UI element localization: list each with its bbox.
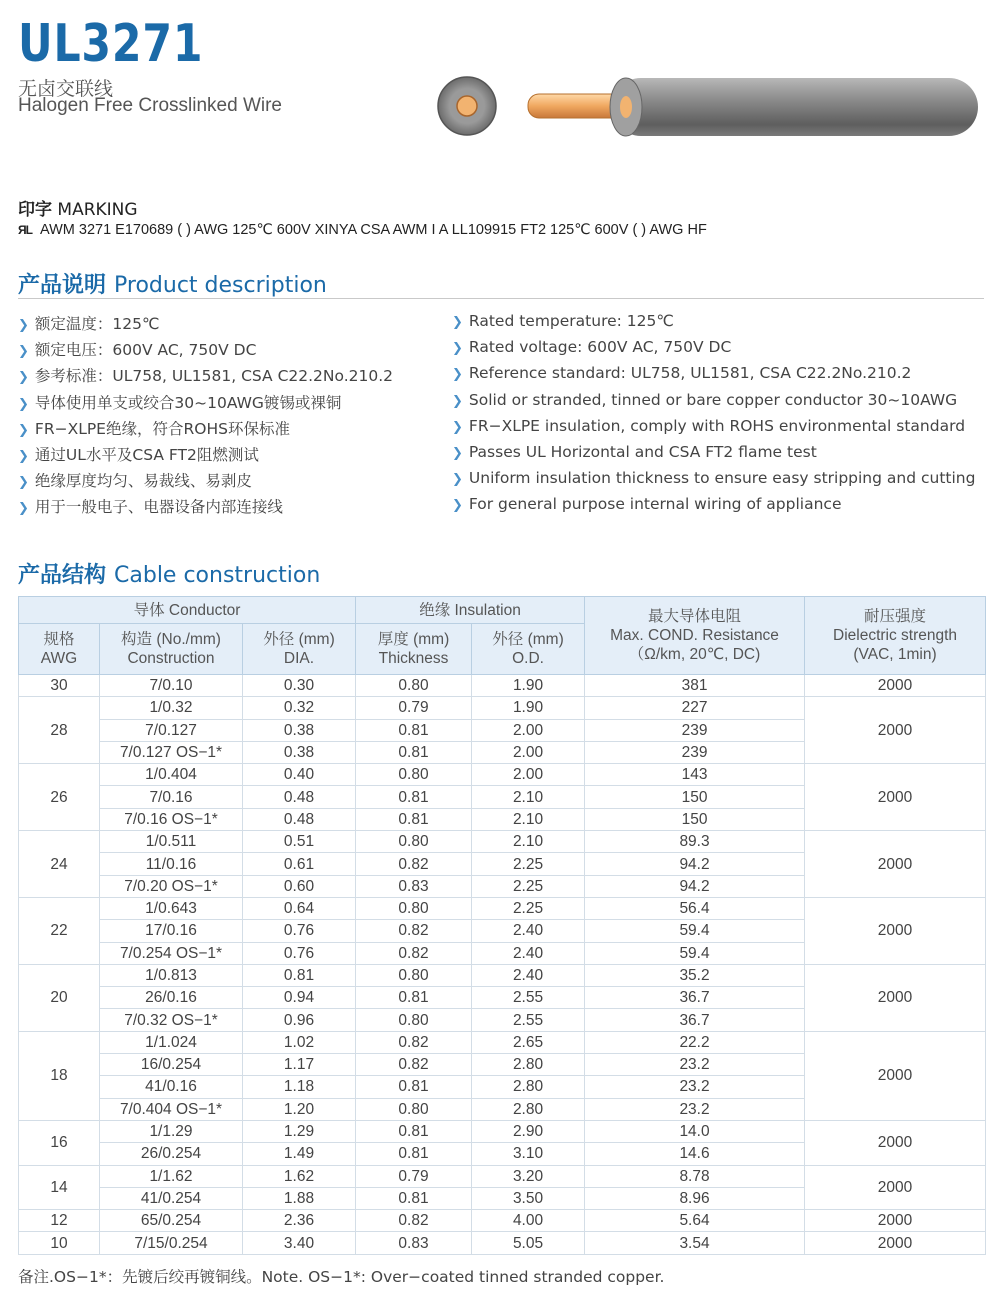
cell-od: 2.40	[472, 920, 585, 942]
cell-construction: 16/0.254	[100, 1054, 243, 1076]
cell-dielectric: 2000	[805, 697, 986, 764]
description-text: 通过UL水平及CSA FT2阻燃测试	[34, 445, 259, 464]
cell-thickness: 0.80	[356, 1009, 472, 1031]
cell-dielectric: 2000	[805, 1210, 986, 1232]
cell-od: 2.10	[472, 808, 585, 830]
cell-dia: 1.88	[243, 1187, 356, 1209]
table-row	[19, 1232, 986, 1254]
cell-thickness: 0.82	[356, 1031, 472, 1053]
cell-thickness: 0.81	[356, 719, 472, 741]
cell-dia: 0.51	[243, 831, 356, 853]
cell-dia: 2.36	[243, 1210, 356, 1232]
cell-thickness: 0.80	[356, 675, 472, 697]
cell-awg: 14	[19, 1165, 100, 1210]
cable-construction-heading	[18, 558, 320, 589]
cell-thickness: 0.82	[356, 920, 472, 942]
cell-construction: 17/0.16	[100, 920, 243, 942]
description-text: For general purpose internal wiring of appliance	[468, 495, 842, 514]
cell-od: 2.25	[472, 875, 585, 897]
cell-construction: 7/0.254 OS−1*	[100, 942, 243, 964]
cell-resistance: 59.4	[585, 942, 805, 964]
header-thickness: 厚度 (mm) Thickness	[356, 624, 472, 675]
cell-dia: 1.17	[243, 1054, 356, 1076]
table-row	[19, 964, 986, 986]
chevron-right-icon: ❯	[452, 315, 463, 330]
cell-thickness: 0.81	[356, 1143, 472, 1165]
cell-od: 3.20	[472, 1165, 585, 1187]
cell-resistance: 23.2	[585, 1076, 805, 1098]
cell-dia: 1.49	[243, 1143, 356, 1165]
cell-thickness: 0.82	[356, 1210, 472, 1232]
cell-thickness: 0.81	[356, 786, 472, 808]
table-row	[19, 1120, 986, 1142]
cell-awg: 10	[19, 1232, 100, 1254]
cell-od: 2.55	[472, 987, 585, 1009]
cell-resistance: 5.64	[585, 1210, 805, 1232]
table-row	[19, 697, 986, 719]
product-description-heading	[18, 268, 327, 299]
cell-thickness: 0.83	[356, 1232, 472, 1254]
cell-thickness: 0.81	[356, 1076, 472, 1098]
cell-od: 2.40	[472, 942, 585, 964]
section-divider	[18, 298, 984, 299]
cell-resistance: 381	[585, 675, 805, 697]
cell-dia: 0.76	[243, 942, 356, 964]
cell-thickness: 0.80	[356, 764, 472, 786]
cell-resistance: 3.54	[585, 1232, 805, 1254]
description-text: Solid or stranded, tinned or bare copper conductor 30~10AWG	[468, 390, 958, 409]
cell-od: 2.65	[472, 1031, 585, 1053]
description-item	[452, 495, 975, 521]
cell-resistance: 22.2	[585, 1031, 805, 1053]
description-text: 用于一般电子、电器设备内部连接线	[34, 498, 283, 517]
header-conductor: 导体 Conductor	[19, 597, 356, 624]
header-construction: 构造 (No./mm) Construction	[100, 624, 243, 675]
page-title: UL3271	[18, 14, 204, 74]
chevron-right-icon: ❯	[452, 367, 463, 383]
wire-illustration	[430, 60, 990, 150]
cell-thickness: 0.80	[356, 831, 472, 853]
description-list-cn	[18, 312, 393, 522]
cell-dia: 0.32	[243, 697, 356, 719]
cell-awg: 28	[19, 697, 100, 764]
cell-construction: 26/0.254	[100, 1143, 243, 1165]
cell-construction: 1/0.32	[100, 697, 243, 719]
chevron-right-icon: ❯	[18, 318, 29, 333]
cell-od: 2.80	[472, 1076, 585, 1098]
cell-awg: 18	[19, 1031, 100, 1120]
cell-od: 1.90	[472, 697, 585, 719]
cell-thickness: 0.82	[356, 853, 472, 875]
product-description-title-cn: 产品说明	[18, 273, 107, 298]
cell-resistance: 150	[585, 786, 805, 808]
cell-thickness: 0.82	[356, 942, 472, 964]
cell-construction: 41/0.254	[100, 1187, 243, 1209]
cell-resistance: 143	[585, 764, 805, 786]
description-item	[18, 495, 393, 521]
chevron-right-icon: ❯	[18, 448, 29, 464]
cell-thickness: 0.81	[356, 987, 472, 1009]
chevron-right-icon: ❯	[18, 501, 29, 517]
description-item	[452, 391, 975, 417]
cell-dia: 0.38	[243, 719, 356, 741]
marking-label-en: MARKING	[57, 200, 138, 220]
chevron-right-icon: ❯	[18, 344, 29, 360]
cell-dielectric: 2000	[805, 831, 986, 898]
description-text: 额定温度：125℃	[34, 315, 160, 333]
cell-construction: 1/0.511	[100, 831, 243, 853]
cell-construction: 1/1.024	[100, 1031, 243, 1053]
marking-heading	[18, 195, 138, 220]
cell-dia: 1.20	[243, 1098, 356, 1120]
cell-dielectric: 2000	[805, 964, 986, 1031]
cell-dielectric: 2000	[805, 1031, 986, 1120]
cell-construction: 65/0.254	[100, 1210, 243, 1232]
cell-dia: 0.76	[243, 920, 356, 942]
cell-thickness: 0.80	[356, 964, 472, 986]
cell-dia: 1.02	[243, 1031, 356, 1053]
cell-resistance: 59.4	[585, 920, 805, 942]
chevron-right-icon: ❯	[452, 341, 463, 357]
cell-dia: 3.40	[243, 1232, 356, 1254]
footnote: 备注.OS−1*：先镀后绞再镀铜线。Note. OS−1*: Over−coated tinned stranded copper.	[18, 1268, 665, 1286]
cell-awg: 16	[19, 1120, 100, 1165]
cell-od: 2.90	[472, 1120, 585, 1142]
chevron-right-icon: ❯	[18, 475, 29, 491]
cell-construction: 1/1.62	[100, 1165, 243, 1187]
table-row	[19, 831, 986, 853]
cell-thickness: 0.81	[356, 741, 472, 763]
description-item	[452, 312, 975, 338]
cell-dia: 0.96	[243, 1009, 356, 1031]
cell-construction: 7/0.404 OS−1*	[100, 1098, 243, 1120]
description-text: 导体使用单支或绞合30~10AWG镀锡或裸铜	[34, 393, 342, 412]
description-text: 绝缘厚度均匀、易裁线、易剥皮	[34, 472, 252, 491]
cell-dia: 1.62	[243, 1165, 356, 1187]
cell-construction: 26/0.16	[100, 987, 243, 1009]
table-row	[19, 1210, 986, 1232]
description-item	[452, 469, 975, 495]
cell-od: 2.00	[472, 719, 585, 741]
description-text: Passes UL Horizontal and CSA FT2 flame test	[468, 442, 817, 461]
cell-thickness: 0.81	[356, 1120, 472, 1142]
table-row	[19, 1031, 986, 1053]
cell-od: 2.10	[472, 786, 585, 808]
cell-awg: 24	[19, 831, 100, 898]
chevron-right-icon: ❯	[452, 498, 463, 514]
cell-resistance: 239	[585, 719, 805, 741]
cell-construction: 11/0.16	[100, 853, 243, 875]
table-row	[19, 675, 986, 697]
description-item	[452, 417, 975, 443]
marking-text: AWM 3271 E170689 ( ) AWG 125℃ 600V XINYA CSA AWM I A LL109915 FT2 125℃ 600V ( ) AWG HF	[39, 222, 707, 238]
cell-construction: 7/0.127	[100, 719, 243, 741]
cable-construction-title-cn: 产品结构	[18, 563, 107, 588]
cell-thickness: 0.82	[356, 1054, 472, 1076]
table-row	[19, 897, 986, 919]
cell-awg: 22	[19, 897, 100, 964]
cell-dia: 0.61	[243, 853, 356, 875]
header-dielectric: 耐压强度 Dielectric strength (VAC, 1min)	[805, 597, 986, 675]
cell-construction: 7/15/0.254	[100, 1232, 243, 1254]
cable-construction-table	[18, 596, 986, 1255]
description-text: Rated temperature: 125℃	[468, 312, 674, 330]
cell-resistance: 36.7	[585, 1009, 805, 1031]
cell-awg: 20	[19, 964, 100, 1031]
description-item	[18, 417, 393, 443]
cell-awg: 26	[19, 764, 100, 831]
cell-od: 2.25	[472, 897, 585, 919]
cell-thickness: 0.83	[356, 875, 472, 897]
cell-dia: 0.64	[243, 897, 356, 919]
cell-resistance: 14.6	[585, 1143, 805, 1165]
cell-od: 1.90	[472, 675, 585, 697]
chevron-right-icon: ❯	[452, 393, 463, 409]
cell-resistance: 94.2	[585, 875, 805, 897]
cell-resistance: 150	[585, 808, 805, 830]
cell-resistance: 239	[585, 741, 805, 763]
header-insulation: 绝缘 Insulation	[356, 597, 585, 624]
subtitle-en: Halogen Free Crosslinked Wire	[18, 95, 282, 116]
cell-construction: 1/0.404	[100, 764, 243, 786]
cell-resistance: 56.4	[585, 897, 805, 919]
chevron-right-icon: ❯	[452, 445, 463, 461]
chevron-right-icon: ❯	[18, 370, 29, 386]
cell-dia: 1.29	[243, 1120, 356, 1142]
cell-od: 2.10	[472, 831, 585, 853]
chevron-right-icon: ❯	[452, 472, 463, 488]
cell-od: 2.55	[472, 1009, 585, 1031]
description-text: 参考标准：UL758, UL1581, CSA C22.2No.210.2	[34, 367, 394, 386]
cell-dielectric: 2000	[805, 1165, 986, 1210]
cell-resistance: 36.7	[585, 987, 805, 1009]
description-item	[18, 338, 393, 364]
cell-resistance: 89.3	[585, 831, 805, 853]
cell-dia: 0.48	[243, 808, 356, 830]
header-awg: 规格 AWG	[19, 624, 100, 675]
cell-dia: 0.60	[243, 875, 356, 897]
cell-dia: 0.48	[243, 786, 356, 808]
cross-section-icon	[438, 77, 496, 135]
cell-construction: 1/1.29	[100, 1120, 243, 1142]
table-row	[19, 764, 986, 786]
cell-od: 5.05	[472, 1232, 585, 1254]
cell-dielectric: 2000	[805, 764, 986, 831]
cell-od: 4.00	[472, 1210, 585, 1232]
description-item	[18, 364, 393, 390]
cell-resistance: 8.96	[585, 1187, 805, 1209]
description-text: Reference standard: UL758, UL1581, CSA C22.2No.210.2	[468, 364, 912, 383]
cable-construction-title-en: Cable construction	[114, 563, 321, 588]
cell-resistance: 23.2	[585, 1098, 805, 1120]
cell-dia: 0.38	[243, 741, 356, 763]
description-item	[18, 443, 393, 469]
chevron-right-icon: ❯	[18, 422, 29, 438]
cell-awg: 12	[19, 1210, 100, 1232]
chevron-right-icon: ❯	[18, 396, 29, 412]
cell-dielectric: 2000	[805, 675, 986, 697]
description-item	[18, 469, 393, 495]
cell-construction: 7/0.16	[100, 786, 243, 808]
cell-construction: 7/0.127 OS−1*	[100, 741, 243, 763]
cell-dia: 0.40	[243, 764, 356, 786]
cell-construction: 1/0.643	[100, 897, 243, 919]
cell-resistance: 14.0	[585, 1120, 805, 1142]
cell-thickness: 0.80	[356, 1098, 472, 1120]
cell-od: 2.25	[472, 853, 585, 875]
cell-resistance: 94.2	[585, 853, 805, 875]
cell-od: 2.40	[472, 964, 585, 986]
header-dia: 外径 (mm) DIA.	[243, 624, 356, 675]
cell-awg: 30	[19, 675, 100, 697]
description-text: FR−XLPE insulation, comply with ROHS environmental standard	[468, 416, 966, 435]
cell-od: 3.10	[472, 1143, 585, 1165]
cell-dielectric: 2000	[805, 1232, 986, 1254]
cell-construction: 7/0.20 OS−1*	[100, 875, 243, 897]
cell-od: 2.00	[472, 764, 585, 786]
cell-od: 2.00	[472, 741, 585, 763]
product-description-title-en: Product description	[114, 273, 327, 298]
cell-od: 3.50	[472, 1187, 585, 1209]
cell-construction: 7/0.10	[100, 675, 243, 697]
cell-resistance: 23.2	[585, 1054, 805, 1076]
description-text: Rated voltage: 600V AC, 750V DC	[468, 338, 732, 357]
ul-logo-icon: ЯL	[18, 223, 32, 237]
cell-dia: 0.81	[243, 964, 356, 986]
cell-dielectric: 2000	[805, 1120, 986, 1165]
description-item	[452, 338, 975, 364]
description-item	[18, 312, 393, 338]
cell-dia: 0.30	[243, 675, 356, 697]
description-text: Uniform insulation thickness to ensure easy stripping and cutting	[468, 469, 976, 488]
header-resistance: 最大导体电阻 Max. COND. Resistance （Ω/km, 20℃, DC)	[585, 597, 805, 675]
description-text: 额定电压：600V AC, 750V DC	[34, 341, 257, 360]
description-item	[452, 364, 975, 390]
marking-text-line	[18, 222, 707, 238]
chevron-right-icon: ❯	[452, 419, 463, 435]
cell-thickness: 0.80	[356, 897, 472, 919]
description-item	[452, 443, 975, 469]
cell-od: 2.80	[472, 1054, 585, 1076]
marking-label-cn: 印字	[18, 200, 52, 220]
cell-dielectric: 2000	[805, 897, 986, 964]
table-row	[19, 1165, 986, 1187]
header-od: 外径 (mm) O.D.	[472, 624, 585, 675]
cell-dia: 1.18	[243, 1076, 356, 1098]
cell-thickness: 0.81	[356, 1187, 472, 1209]
cell-thickness: 0.79	[356, 1165, 472, 1187]
cell-resistance: 35.2	[585, 964, 805, 986]
cell-construction: 1/0.813	[100, 964, 243, 986]
cell-resistance: 8.78	[585, 1165, 805, 1187]
cell-resistance: 227	[585, 697, 805, 719]
description-list-en	[452, 312, 975, 522]
description-text: FR−XLPE绝缘，符合ROHS环保标准	[34, 419, 290, 438]
cell-dia: 0.94	[243, 987, 356, 1009]
cell-construction: 41/0.16	[100, 1076, 243, 1098]
cell-thickness: 0.79	[356, 697, 472, 719]
cell-thickness: 0.81	[356, 808, 472, 830]
cell-construction: 7/0.16 OS−1*	[100, 808, 243, 830]
subtitle-cn: 无卤交联线	[18, 78, 114, 100]
description-item	[18, 391, 393, 417]
wire-side-icon	[528, 78, 978, 136]
cell-od: 2.80	[472, 1098, 585, 1120]
cell-construction: 7/0.32 OS−1*	[100, 1009, 243, 1031]
